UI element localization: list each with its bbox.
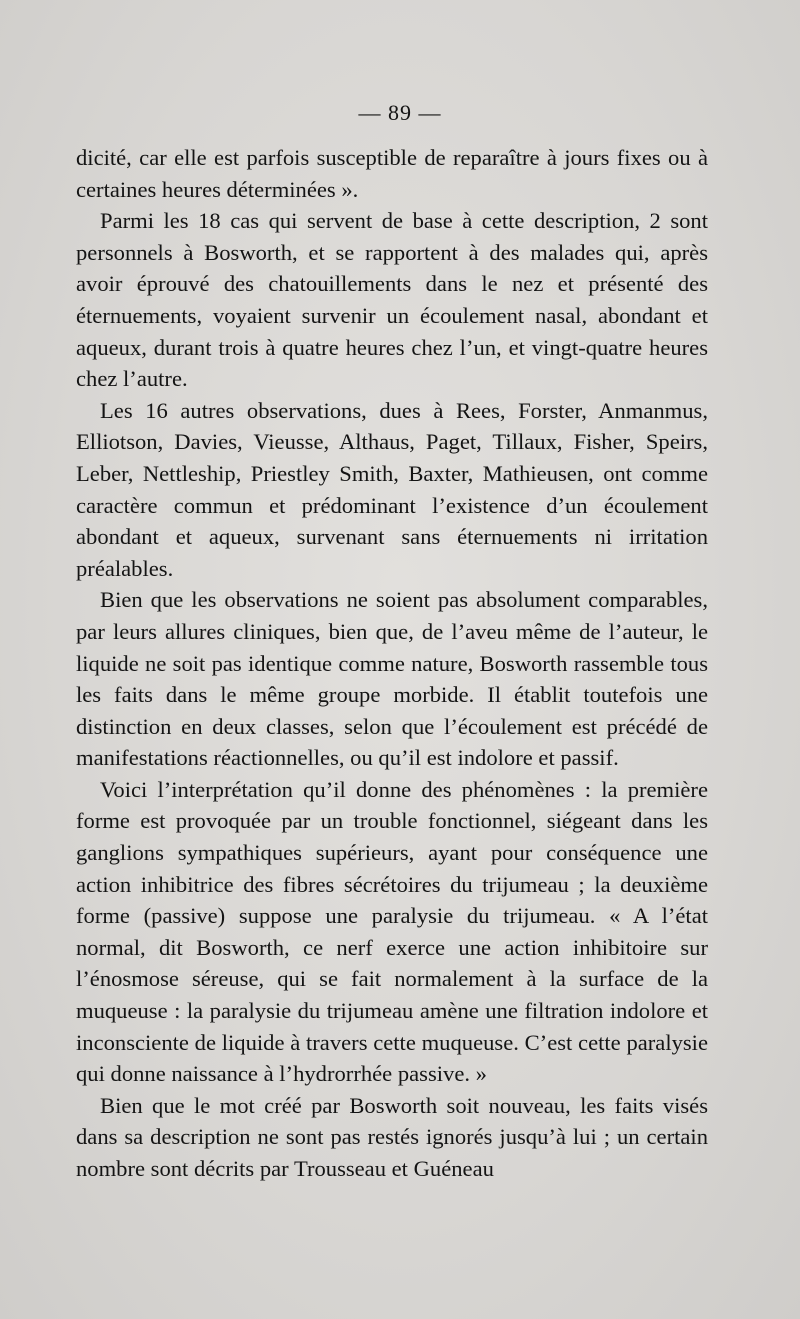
paragraph-cases: Parmi les 18 cas qui servent de base à cette description, 2 sont personnels à Bosworth, et se rapportent à des malades qui, après avoir éprouvé des chatouillements dans le nez et présenté des éternuements, voyaient survenir un écoulement nasal, abondant et aqueux, durant trois à quatre heures chez l’un, et vingt-quatre heures chez l’autre. [76,208,708,392]
paragraph-observations: Les 16 autres observations, dues à Rees, Forster, Anmanmus, Elliotson, Davies, Vieusse, Althaus, Paget, Tillaux, Fisher, Speirs, Leber, Nettleship, Priestley Smith, Baxter, Mathieusen, ont comme caractère commun et prédominant l’existence d’un écoulement abondant et aqueux, survenant sans éternuements ni irritation préalables. [76,397,708,581]
page-number: — 89 — [358,100,442,125]
paragraph-history: Bien que le mot créé par Bosworth soit nouveau, les faits visés dans sa description ne sont pas restés ignorés jusqu’à lui ; un certain nombre sont décrits par Trousseau et Guéneau [76,1092,708,1181]
paragraph-classification: Bien que les observations ne soient pas absolument comparables, par leurs allures cliniques, bien que, de l’aveu même de l’auteur, le liquide ne soit pas identique comme nature, Bosworth rassemble tous les faits dans le même groupe morbide. Il établit toutefois une distinction en deux classes, selon que l’écoulement est précédé de manifestations réactionnelles, ou qu’il est indolore et passif. [76,587,708,771]
body-text [76,142,708,1185]
paragraph-interpretation: Voici l’interprétation qu’il donne des phénomènes : la première forme est provoquée par un trouble fonctionnel, siégeant dans les ganglions sympathiques supérieurs, ayant pour conséquence une action inhibitrice des fibres sécrétoires du trijumeau ; la deuxième forme (passive) suppose une paralysie du trijumeau. « A l’état normal, dit Bosworth, ce nerf exerce une action inhibitoire sur l’énosmose séreuse, qui se fait normalement à la surface de la muqueuse : la paralysie du trijumeau amène une filtration indolore et inconsciente de liquide à travers cette muqueuse. C’est cette paralysie qui donne naissance à l’hydrorrhée passive. » [76,776,708,1087]
paragraph-continuation: dicité, car elle est parfois susceptible de reparaître à jours fixes ou à certaines heures déterminées ». [76,145,708,202]
